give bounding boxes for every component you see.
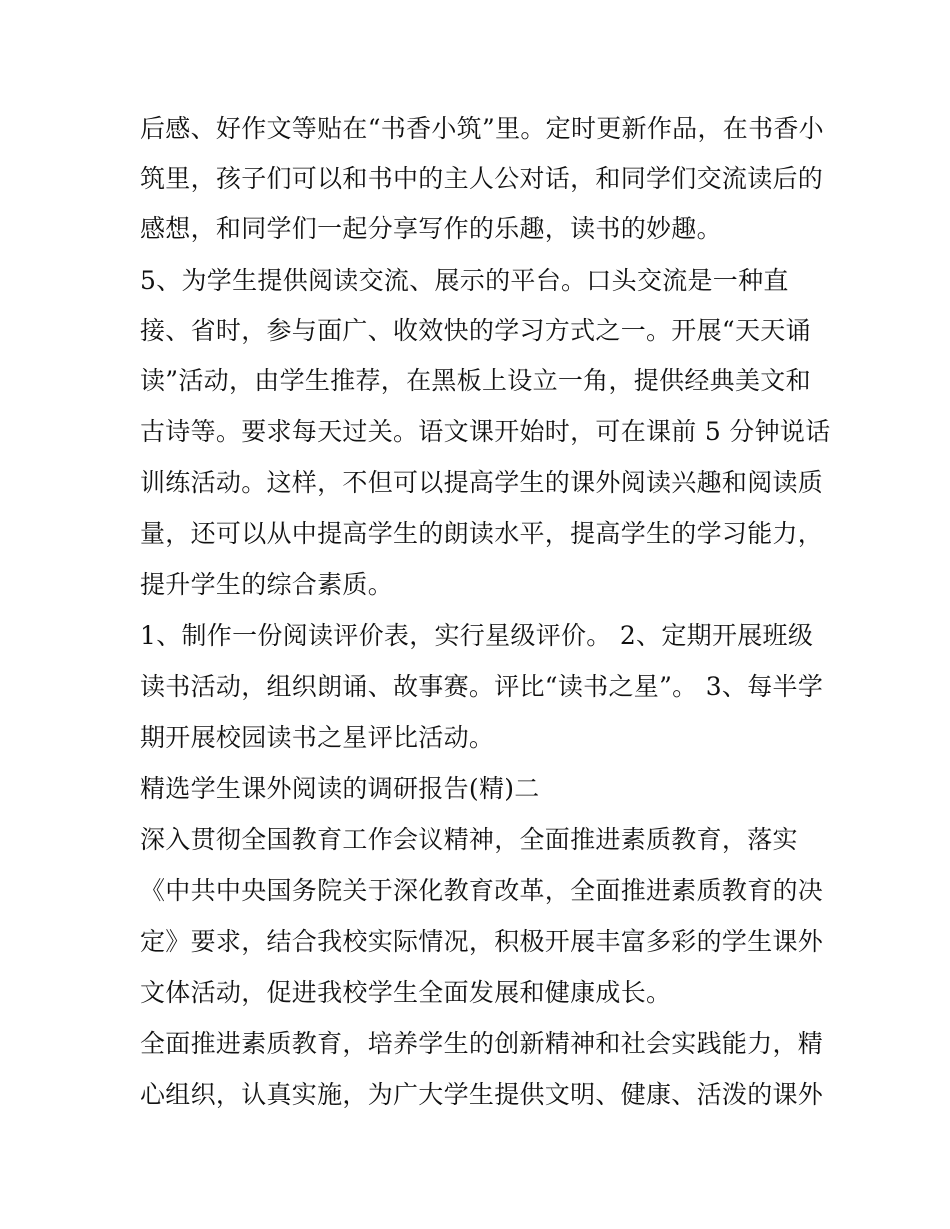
text-line: 感想，和同学们一起分享写作的乐趣，读书的妙趣。: [140, 214, 722, 243]
text-line: 深入贯彻全国教育工作会议精神，全面推进素质教育，落实: [140, 825, 798, 854]
text-line: 筑里，孩子们可以和书中的主人公对话，和同学们交流读后的: [140, 164, 824, 193]
text-line: 《中共中央国务院关于深化教育改革，全面推进素质教育的决: [140, 876, 824, 905]
section-heading: 精选学生课外阅读的调研报告(精)二: [140, 774, 540, 803]
text-line: 5、为学生提供阅读交流、展示的平台。口头交流是一种直: [140, 266, 789, 295]
text-line: 文体活动，促进我校学生全面发展和健康成长。: [140, 978, 672, 1007]
text-line: 全面推进素质教育，培养学生的创新精神和社会实践能力，精: [140, 1029, 824, 1058]
text-line: 期开展校园读书之星评比活动。: [140, 723, 495, 752]
text-line: 量，还可以从中提高学生的朗读水平，提高学生的学习能力，: [140, 519, 824, 548]
text-line: 1、制作一份阅读评价表，实行星级评价。 2、定期开展班级: [140, 621, 814, 650]
text-line: 定》要求，结合我校实际情况，积极开展丰富多彩的学生课外: [140, 927, 824, 956]
text-line: 后感、好作文等贴在“书香小筑”里。定时更新作品，在书香小: [140, 114, 824, 143]
text-line: 训练活动。这样，不但可以提高学生的课外阅读兴趣和阅读质: [140, 468, 824, 497]
text-line: 接、省时，参与面广、收效快的学习方式之一。开展“天天诵: [140, 316, 811, 345]
text-line: 心组织，认真实施，为广大学生提供文明、健康、活泼的课外: [140, 1080, 824, 1109]
text-line: 读书活动，组织朗诵、故事赛。评比“读书之星”。 3、每半学: [140, 672, 824, 701]
text-line: 提升学生的综合素质。: [140, 570, 394, 599]
text-line: 古诗等。要求每天过关。语文课开始时，可在课前 5 分钟说话: [140, 417, 831, 446]
text-line: 读”活动，由学生推荐，在黑板上设立一角，提供经典美文和: [140, 366, 811, 395]
